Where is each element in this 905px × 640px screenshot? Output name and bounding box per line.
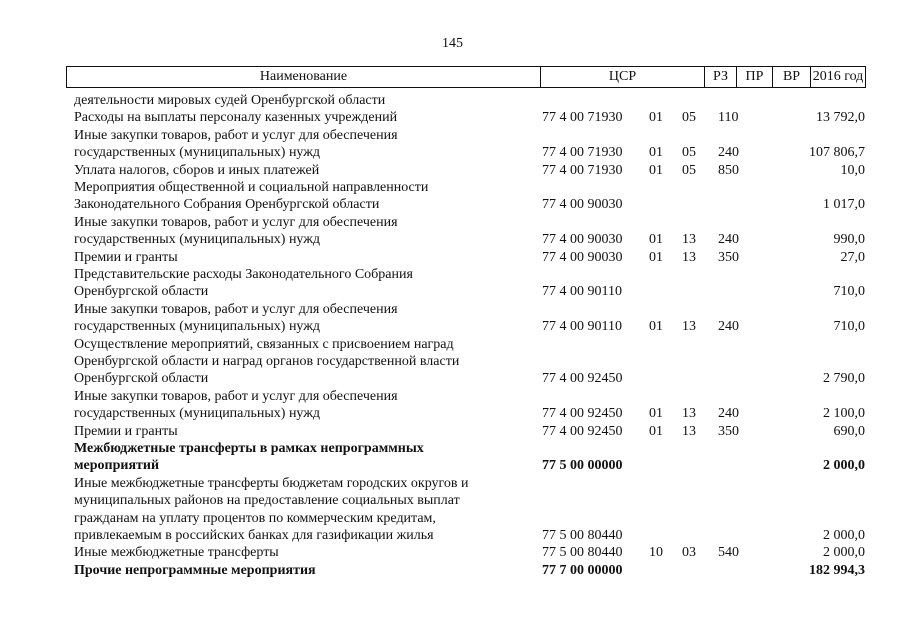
table-row — [0, 423, 905, 440]
row-vr: 350 — [718, 423, 739, 439]
row-amount: 2 000,0 — [823, 458, 865, 474]
row-amount: 27,0 — [840, 249, 865, 265]
row-name-line: Уплата налогов, сборов и иных платежей — [74, 162, 320, 178]
row-csr: 77 7 00 00000 — [542, 562, 623, 578]
row-rz: 01 — [649, 319, 663, 335]
row-csr: 77 4 00 92450 — [542, 371, 623, 387]
row-name-line: Иные закупки товаров, работ и услуг для обеспечения — [74, 301, 398, 317]
row-pr: 05 — [682, 162, 696, 178]
row-vr: 240 — [718, 145, 739, 161]
row-name-line: Мероприятия общественной и социальной направленности — [74, 179, 429, 195]
row-vr: 240 — [718, 406, 739, 422]
row-amount: 2 000,0 — [823, 527, 865, 543]
row-csr: 77 4 00 90030 — [542, 249, 623, 265]
row-pr: 13 — [682, 406, 696, 422]
row-vr: 240 — [718, 232, 739, 248]
row-csr: 77 4 00 71930 — [542, 145, 623, 161]
row-name-line: привлекаемым в российских банках для газификации жилья — [74, 527, 434, 543]
row-name-line: Иные закупки товаров, работ и услуг для обеспечения — [74, 214, 398, 230]
table-header — [66, 66, 866, 88]
row-name-line: Расходы на выплаты персоналу казенных учреждений — [74, 110, 398, 126]
row-amount: 107 806,7 — [809, 145, 865, 161]
row-amount: 2 100,0 — [823, 406, 865, 422]
row-amount: 2 000,0 — [823, 545, 865, 561]
row-rz: 01 — [649, 232, 663, 248]
row-name-line: Прочие непрограммные мероприятия — [74, 562, 316, 578]
row-amount: 2 790,0 — [823, 371, 865, 387]
row-pr: 05 — [682, 110, 696, 126]
row-name-line: муниципальных районов на предоставление социальных выплат — [74, 493, 460, 509]
row-csr: 77 4 00 90110 — [542, 284, 622, 300]
row-csr: 77 5 00 80440 — [542, 527, 623, 543]
row-vr: 110 — [718, 110, 739, 126]
table-row — [0, 162, 905, 179]
row-csr: 77 4 00 90030 — [542, 197, 623, 213]
row-name-line: государственных (муниципальных) нужд — [74, 232, 321, 248]
row-name-line: Осуществление мероприятий, связанных с присвоением наград — [74, 336, 454, 352]
table-row — [0, 336, 905, 388]
row-rz: 10 — [649, 545, 663, 561]
row-amount: 990,0 — [833, 232, 865, 248]
row-pr: 03 — [682, 545, 696, 561]
table-row — [0, 179, 905, 214]
row-amount: 13 792,0 — [816, 110, 865, 126]
row-csr: 77 4 00 71930 — [542, 110, 623, 126]
row-name-line: Иные закупки товаров, работ и услуг для обеспечения — [74, 388, 398, 404]
row-name-line: Оренбургской области — [74, 284, 209, 300]
row-name-line: Премии и гранты — [74, 249, 178, 265]
row-csr: 77 4 00 71930 — [542, 162, 623, 178]
row-rz: 01 — [649, 162, 663, 178]
row-rz: 01 — [649, 423, 663, 439]
row-amount: 690,0 — [833, 423, 865, 439]
table-row — [0, 388, 905, 423]
table-row — [0, 266, 905, 301]
header-rz: РЗ — [705, 67, 737, 87]
row-name-line: мероприятий — [74, 458, 160, 474]
row-pr: 05 — [682, 145, 696, 161]
table-row — [0, 544, 905, 561]
row-name-line: Оренбургской области — [74, 371, 209, 387]
row-amount: 182 994,3 — [809, 562, 865, 578]
row-name-line: государственных (муниципальных) нужд — [74, 319, 321, 335]
row-vr: 350 — [718, 249, 739, 265]
row-name-line: Межбюджетные трансферты в рамках непрограммных — [74, 440, 424, 456]
row-amount: 10,0 — [840, 162, 865, 178]
table-row — [0, 301, 905, 336]
table-row — [0, 562, 905, 579]
page-number: 145 — [442, 36, 463, 51]
table-row — [0, 249, 905, 266]
row-name-line: Законодательного Собрания Оренбургской области — [74, 197, 380, 213]
row-amount: 710,0 — [833, 284, 865, 300]
table-row — [0, 214, 905, 249]
row-name-line: Оренбургской области и наград органов государственной власти — [74, 353, 460, 369]
table-row — [0, 127, 905, 162]
row-csr: 77 4 00 90110 — [542, 319, 622, 335]
row-name-line: Представительские расходы Законодательного Собрания — [74, 266, 413, 282]
header-pr: ПР — [737, 67, 773, 87]
row-vr: 850 — [718, 162, 739, 178]
row-csr: 77 4 00 92450 — [542, 423, 623, 439]
row-amount: 710,0 — [833, 319, 865, 335]
row-pr: 13 — [682, 319, 696, 335]
header-csr: ЦСР — [541, 67, 705, 87]
row-name-line: Иные закупки товаров, работ и услуг для обеспечения — [74, 127, 398, 143]
row-amount: 1 017,0 — [823, 197, 865, 213]
row-pr: 13 — [682, 232, 696, 248]
row-name-line: государственных (муниципальных) нужд — [74, 145, 321, 161]
row-rz: 01 — [649, 145, 663, 161]
row-csr: 77 4 00 90030 — [542, 232, 623, 248]
row-pr: 13 — [682, 423, 696, 439]
row-name-line: Премии и гранты — [74, 423, 178, 439]
row-csr: 77 5 00 00000 — [542, 458, 623, 474]
row-name-line: Иные межбюджетные трансферты — [74, 545, 279, 561]
row-name-line: деятельности мировых судей Оренбургской области — [74, 93, 386, 108]
table-row — [0, 109, 905, 126]
row-name-line: государственных (муниципальных) нужд — [74, 406, 321, 422]
header-year: 2016 год — [812, 69, 864, 84]
row-pr: 13 — [682, 249, 696, 265]
row-vr: 240 — [718, 319, 739, 335]
row-csr: 77 5 00 80440 — [542, 545, 623, 561]
row-rz: 01 — [649, 406, 663, 422]
table-row — [0, 475, 905, 545]
table-body — [0, 92, 905, 579]
row-name-line: Иные межбюджетные трансферты бюджетам городских округов и — [74, 475, 469, 491]
table-row — [0, 92, 905, 109]
row-vr: 540 — [718, 545, 739, 561]
row-rz: 01 — [649, 249, 663, 265]
header-vr: ВР — [773, 67, 811, 87]
row-csr: 77 4 00 92450 — [542, 406, 623, 422]
table-row — [0, 440, 905, 475]
row-name-line: гражданам на уплату процентов по коммерческим кредитам, — [74, 510, 436, 526]
header-name: Наименование — [67, 67, 541, 87]
row-rz: 01 — [649, 110, 663, 126]
